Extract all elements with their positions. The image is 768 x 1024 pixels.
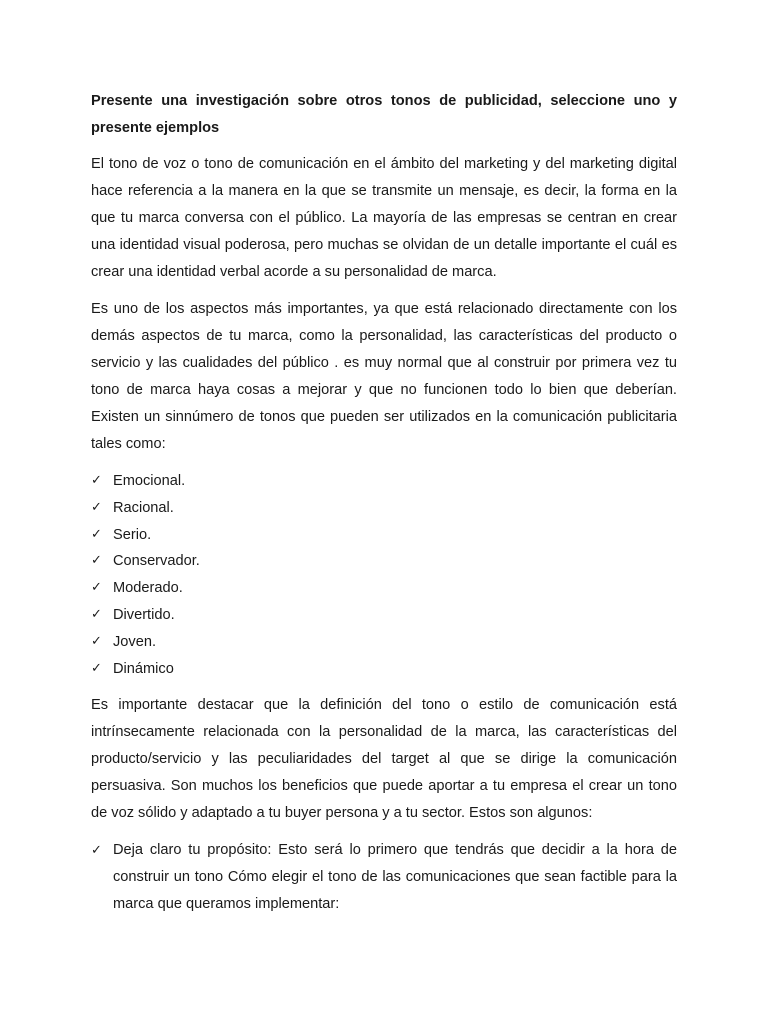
tone-label: Divertido. [113,606,175,623]
list-item [91,468,677,495]
check-mark-icon: ✓ [91,526,102,542]
check-mark-icon: ✓ [91,553,102,569]
tone-label: Racional. [113,499,174,516]
check-mark-icon: ✓ [91,606,102,622]
tones-list [91,468,677,682]
benefit-text: Deja claro tu propósito: Esto será lo primero que tendrás que decidir a la hora de construir un tono Cómo elegir el tono de las comunicaciones que sean factible para la marca que queramos implementar: [113,842,677,913]
benefits-list [91,837,677,918]
paragraph-importance: Es importante destacar que la definición del tono o estilo de comunicación está intrínsecamente relacionada con la personalidad de la marca, las características del producto/servicio y las peculiaridades del target al que se dirige la comunicación persuasiva. Son muchos los beneficios que puede aportar a tu empresa el crear un tono de voz sólido y adaptado a tu buyer persona y a tu sector. Estos son algunos: [91,697,677,822]
list-item [91,602,677,629]
tone-label: Joven. [113,633,156,650]
check-mark-icon: ✓ [91,473,102,488]
check-mark-icon: ✓ [91,660,102,676]
tone-label: Emocional. [113,473,186,489]
document-page [91,88,677,918]
check-mark-icon: ✓ [91,843,102,859]
list-item [91,575,677,602]
tone-label: Moderado. [113,580,183,597]
check-mark-icon: ✓ [91,633,102,649]
tone-label: Dinámico [113,660,174,677]
paragraph-aspects: Es uno de los aspectos más importantes, ya que está relacionado directamente con los demás aspectos de tu marca, como la personalidad, las características del producto o servicio y las cualidades del público . es muy normal que al construir por primera vez tu tono de marca haya cosas a mejorar y que no funcionen todo lo bien que deberían. Existen un sinnúmero de tonos que pueden ser utilizados en la comunicación publicitaria tales como: [91,301,677,452]
list-item [91,548,677,575]
list-item [91,522,677,549]
list-item [91,837,677,918]
check-mark-icon: ✓ [91,499,102,515]
check-mark-icon: ✓ [91,580,102,596]
list-item [91,495,677,522]
tone-label: Serio. [113,526,152,543]
document-heading: Presente una investigación sobre otros tonos de publicidad, seleccione uno y presente ejemplos [91,93,677,136]
tone-label: Conservador. [113,553,200,570]
paragraph-intro: El tono de voz o tono de comunicación en el ámbito del marketing y del marketing digital hace referencia a la manera en la que se transmite un mensaje, es decir, la forma en la que tu marca conversa con el público. La mayoría de las empresas se centran en crear una identidad visual poderosa, pero muchas se olvidan de un detalle importante el cuál es crear una identidad verbal acorde a su personalidad de marca. [91,156,677,280]
list-item [91,656,677,683]
list-item [91,629,677,656]
